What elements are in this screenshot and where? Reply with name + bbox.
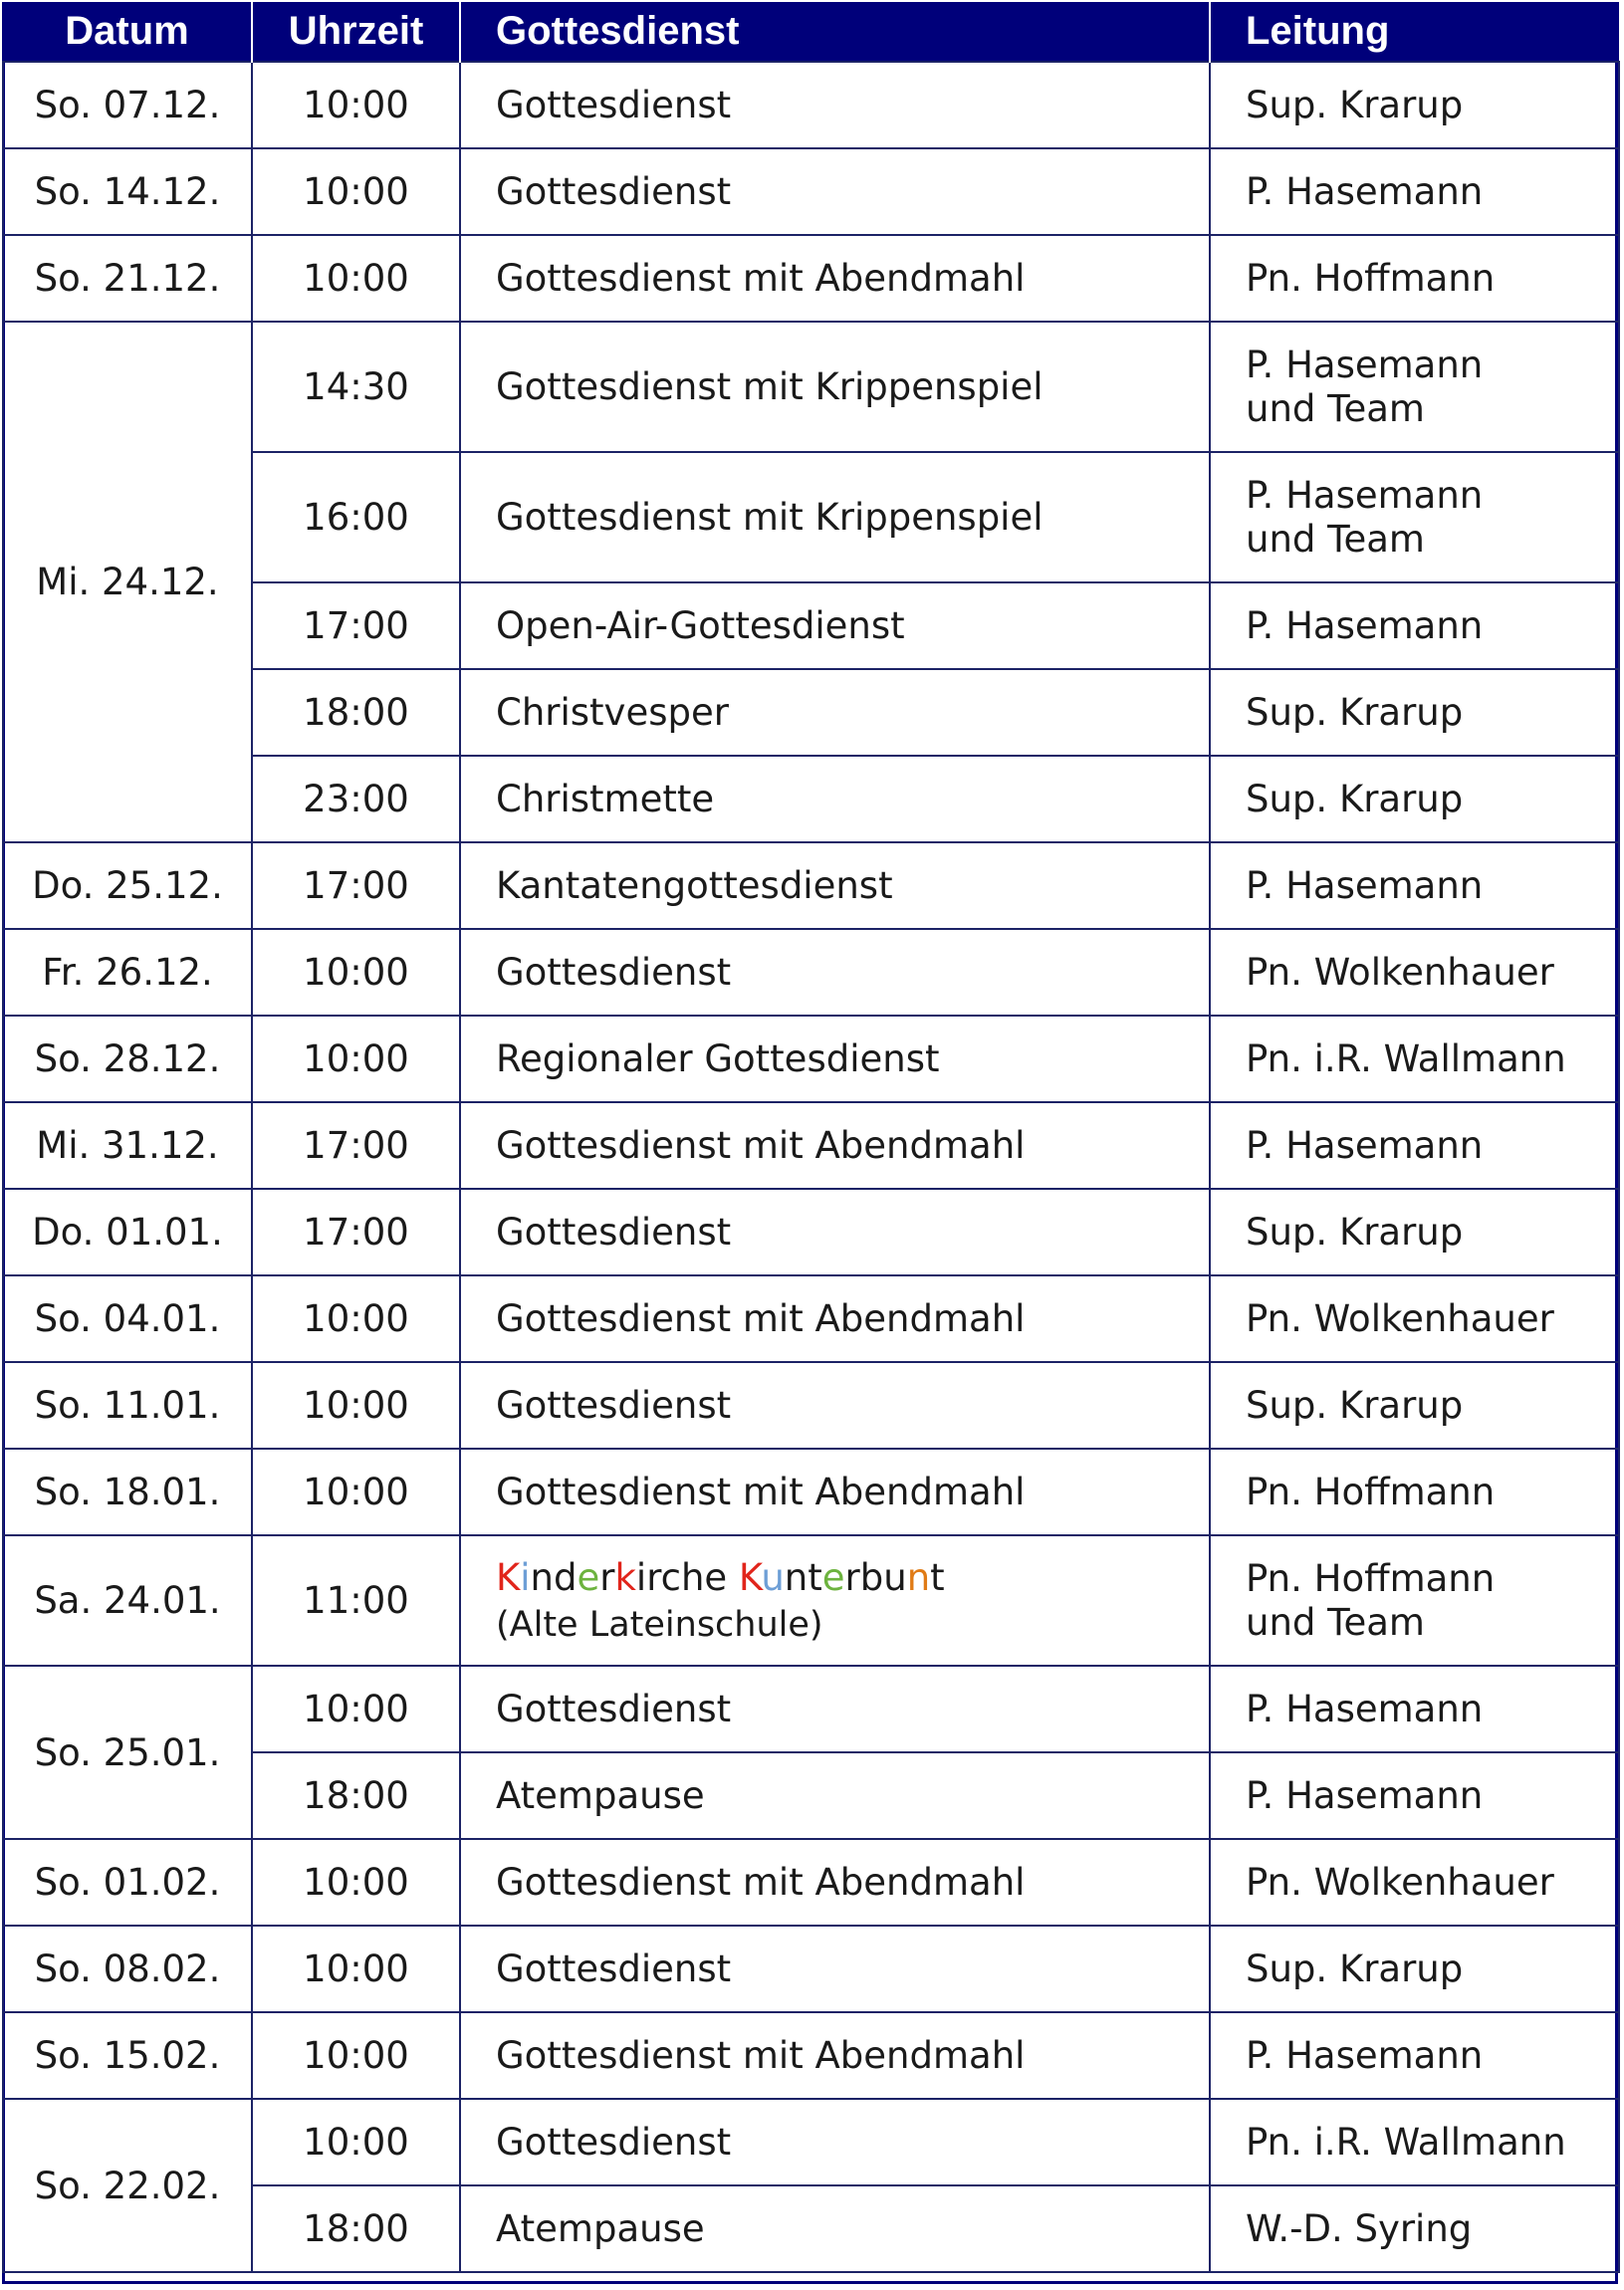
date-cell: So. 14.12.	[3, 148, 252, 235]
time-cell: 18:00	[252, 2185, 460, 2272]
table-row	[3, 1102, 1619, 1189]
time-cell: 10:00	[252, 235, 460, 322]
table-header	[3, 2, 1619, 62]
table-row	[3, 1839, 1619, 1926]
date-cell: So. 07.12.	[3, 62, 252, 148]
time-cell: 17:00	[252, 1102, 460, 1189]
service-cell: Gottesdienst	[460, 1926, 1210, 2012]
lead-line-1: P. Hasemann	[1246, 343, 1484, 386]
lead-cell: Pn. i.R. Wallmann	[1210, 1016, 1619, 1102]
lead-cell: P. Hasemann	[1210, 582, 1619, 669]
time-cell: 10:00	[252, 1666, 460, 1752]
kinderkirche-title	[496, 1556, 945, 1599]
service-cell: Gottesdienst mit Krippenspiel	[460, 322, 1210, 452]
lead-line-2: und Team	[1246, 386, 1425, 430]
kk-letter: k	[614, 1556, 636, 1599]
time-cell: 10:00	[252, 1449, 460, 1535]
service-cell: Gottesdienst mit Abendmahl	[460, 1275, 1210, 1362]
time-cell: 18:00	[252, 669, 460, 756]
time-cell: 10:00	[252, 929, 460, 1016]
date-cell: So. 22.02.	[3, 2099, 252, 2272]
lead-cell: Pn. Wolkenhauer	[1210, 929, 1619, 1016]
lead-cell: Pn. i.R. Wallmann	[1210, 2099, 1619, 2185]
lead-cell: P. Hasemann	[1210, 1102, 1619, 1189]
header-lead: Leitung	[1210, 2, 1619, 62]
date-cell: So. 28.12.	[3, 1016, 252, 1102]
date-cell: So. 04.01.	[3, 1275, 252, 1362]
date-cell: Fr. 26.12.	[3, 929, 252, 1016]
lead-cell: W.-D. Syring	[1210, 2185, 1619, 2272]
date-cell: So. 15.02.	[3, 2012, 252, 2099]
lead-cell: P. Hasemann	[1210, 2012, 1619, 2099]
date-cell: Mi. 31.12.	[3, 1102, 252, 1189]
service-cell: Atempause	[460, 1752, 1210, 1839]
time-cell: 14:30	[252, 322, 460, 452]
lead-line-1: P. Hasemann	[1246, 473, 1484, 517]
service-cell: Gottesdienst	[460, 62, 1210, 148]
kk-letter: n	[784, 1556, 809, 1599]
service-cell: Christvesper	[460, 669, 1210, 756]
lead-cell: Pn. Wolkenhauer	[1210, 1839, 1619, 1926]
kk-letter: rbu	[844, 1556, 907, 1599]
service-cell: Gottesdienst	[460, 148, 1210, 235]
lead-cell: Sup. Krarup	[1210, 1362, 1619, 1449]
table-row	[3, 1926, 1619, 2012]
kk-letter: e	[577, 1556, 600, 1599]
date-cell: So. 01.02.	[3, 1839, 252, 1926]
lead-cell: Sup. Krarup	[1210, 62, 1619, 148]
time-cell: 10:00	[252, 1275, 460, 1362]
time-cell: 23:00	[252, 756, 460, 842]
table-row	[3, 62, 1619, 148]
service-cell: Regionaler Gottesdienst	[460, 1016, 1210, 1102]
header-date: Datum	[3, 2, 252, 62]
table-row	[3, 1016, 1619, 1102]
lead-cell: Sup. Krarup	[1210, 756, 1619, 842]
table-row	[3, 2099, 1619, 2185]
service-cell: Gottesdienst mit Abendmahl	[460, 1449, 1210, 1535]
lead-line-1: Pn. Hoffmann	[1246, 1556, 1496, 1600]
service-cell: Gottesdienst	[460, 1189, 1210, 1275]
service-cell: Christmette	[460, 756, 1210, 842]
lead-line-2: und Team	[1246, 517, 1425, 561]
kk-letter: irche	[635, 1556, 739, 1599]
table-row	[3, 322, 1619, 452]
table-body	[3, 62, 1619, 2272]
date-cell: So. 11.01.	[3, 1362, 252, 1449]
date-cell: So. 21.12.	[3, 235, 252, 322]
lead-cell: P. Hasemann	[1210, 1666, 1619, 1752]
kk-letter: n	[530, 1556, 554, 1599]
time-cell: 10:00	[252, 1839, 460, 1926]
header-service: Gottesdienst	[460, 2, 1210, 62]
date-cell: Do. 25.12.	[3, 842, 252, 929]
lead-cell: P. Hasemann	[1210, 148, 1619, 235]
kk-letter: t	[808, 1556, 822, 1599]
lead-cell	[1210, 452, 1619, 582]
lead-cell: Sup. Krarup	[1210, 669, 1619, 756]
date-cell: Sa. 24.01.	[3, 1535, 252, 1666]
schedule-frame	[2, 2, 1618, 2284]
service-location-note: (Alte Lateinschule)	[496, 1605, 823, 1645]
table-row	[3, 1666, 1619, 1752]
lead-cell	[1210, 322, 1619, 452]
time-cell: 10:00	[252, 2099, 460, 2185]
service-cell: Kantatengottesdienst	[460, 842, 1210, 929]
service-cell: Gottesdienst mit Abendmahl	[460, 235, 1210, 322]
lead-cell: Pn. Hoffmann	[1210, 1449, 1619, 1535]
table-row	[3, 235, 1619, 322]
date-cell: So. 18.01.	[3, 1449, 252, 1535]
service-cell: Gottesdienst mit Abendmahl	[460, 2012, 1210, 2099]
table-row	[3, 1189, 1619, 1275]
table-row	[3, 1535, 1619, 1666]
service-schedule-table	[2, 2, 1620, 2273]
time-cell: 11:00	[252, 1535, 460, 1666]
service-cell: Gottesdienst mit Abendmahl	[460, 1102, 1210, 1189]
lead-cell: P. Hasemann	[1210, 842, 1619, 929]
time-cell: 10:00	[252, 1362, 460, 1449]
date-cell: Mi. 24.12.	[3, 322, 252, 842]
service-cell: Gottesdienst mit Abendmahl	[460, 1839, 1210, 1926]
lead-cell: Sup. Krarup	[1210, 1189, 1619, 1275]
table-row	[3, 1275, 1619, 1362]
time-cell: 10:00	[252, 1016, 460, 1102]
kk-letter: K	[496, 1556, 521, 1599]
time-cell: 10:00	[252, 1926, 460, 2012]
time-cell: 10:00	[252, 62, 460, 148]
kk-letter: u	[761, 1556, 785, 1599]
table-row	[3, 842, 1619, 929]
lead-line-2: und Team	[1246, 1600, 1425, 1644]
kk-letter: e	[821, 1556, 845, 1599]
time-cell: 10:00	[252, 2012, 460, 2099]
kk-letter: r	[599, 1556, 615, 1599]
time-cell: 18:00	[252, 1752, 460, 1839]
kk-letter: i	[520, 1556, 531, 1599]
lead-cell: Pn. Hoffmann	[1210, 235, 1619, 322]
lead-cell: Pn. Wolkenhauer	[1210, 1275, 1619, 1362]
kk-letter: K	[738, 1556, 762, 1599]
time-cell: 10:00	[252, 148, 460, 235]
service-cell: Open-Air-Gottesdienst	[460, 582, 1210, 669]
time-cell: 17:00	[252, 1189, 460, 1275]
table-row	[3, 929, 1619, 1016]
kk-letter: d	[554, 1556, 578, 1599]
service-cell: Gottesdienst	[460, 1666, 1210, 1752]
header-time: Uhrzeit	[252, 2, 460, 62]
service-cell: Atempause	[460, 2185, 1210, 2272]
date-cell: Do. 01.01.	[3, 1189, 252, 1275]
table-row	[3, 1449, 1619, 1535]
service-cell: Gottesdienst	[460, 929, 1210, 1016]
time-cell: 16:00	[252, 452, 460, 582]
date-cell: So. 25.01.	[3, 1666, 252, 1839]
time-cell: 17:00	[252, 842, 460, 929]
table-row	[3, 2012, 1619, 2099]
lead-cell: Sup. Krarup	[1210, 1926, 1619, 2012]
kk-letter: t	[930, 1556, 945, 1599]
lead-cell	[1210, 1535, 1619, 1666]
kk-letter: n	[906, 1556, 931, 1599]
table-row	[3, 1362, 1619, 1449]
service-cell: Gottesdienst	[460, 2099, 1210, 2185]
service-cell: Gottesdienst mit Krippenspiel	[460, 452, 1210, 582]
service-cell	[460, 1535, 1210, 1666]
date-cell: So. 08.02.	[3, 1926, 252, 2012]
service-cell: Gottesdienst	[460, 1362, 1210, 1449]
table-row	[3, 148, 1619, 235]
time-cell: 17:00	[252, 582, 460, 669]
lead-cell: P. Hasemann	[1210, 1752, 1619, 1839]
